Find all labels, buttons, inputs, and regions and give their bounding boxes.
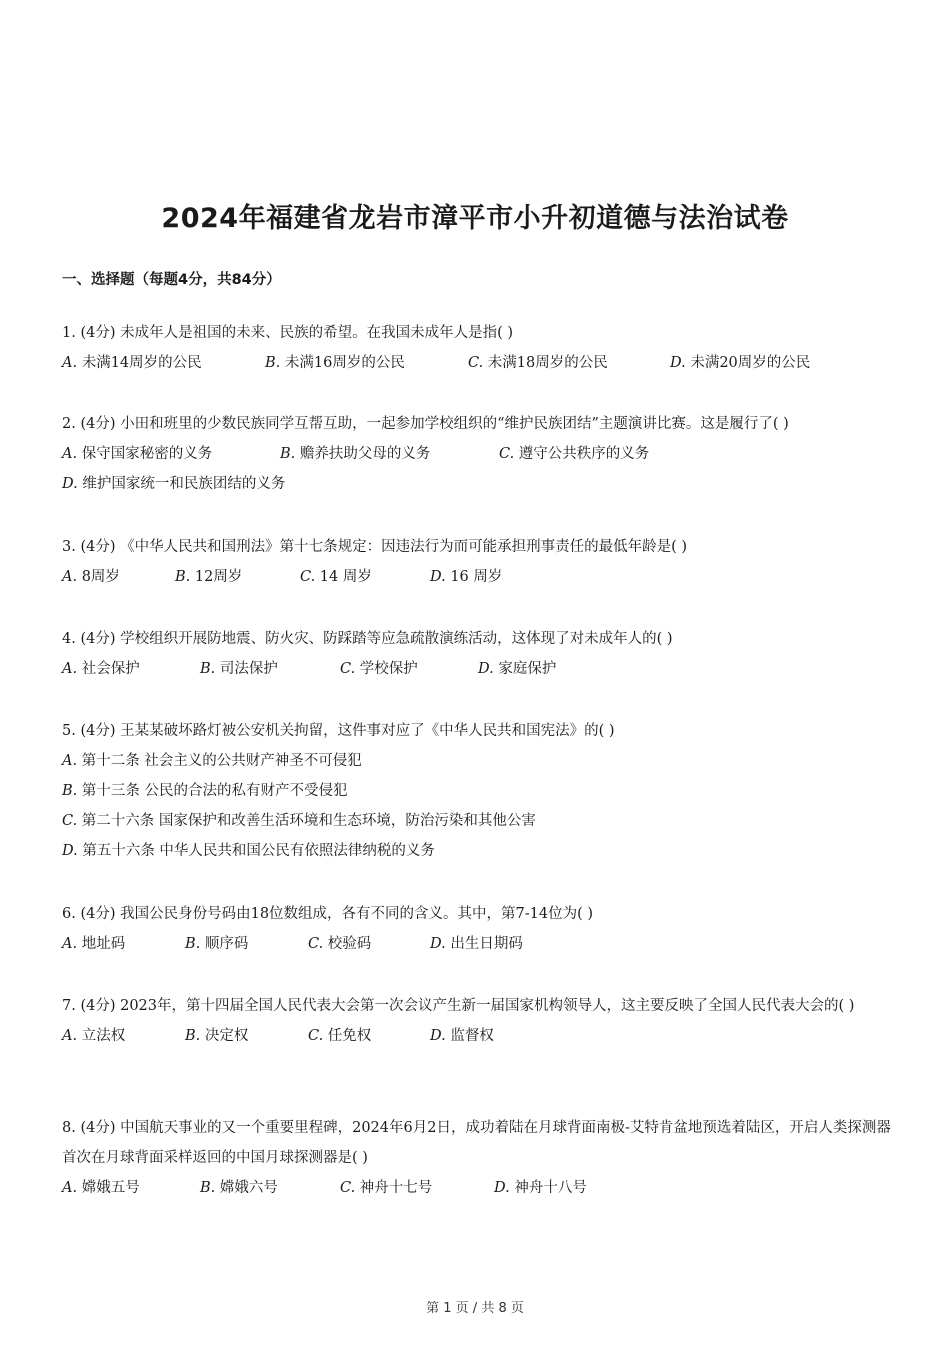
option-c: C. 神舟十七号 [340,1180,433,1196]
option-d: D. 神舟十八号 [494,1180,587,1196]
option-a: A. 嫦娥五号 [62,1180,140,1196]
question-7 [62,991,892,1051]
options [62,1173,892,1203]
options [62,654,892,684]
option-c: C. 任免权 [308,1028,372,1044]
option-d: D. 第五十六条 中华人民共和国公民有依照法律纳税的义务 [62,843,435,859]
option-c: C. 第二十六条 国家保护和改善生活环境和生态环境，防治污染和其他公害 [62,813,536,829]
question-4 [62,624,892,684]
question-8 [62,1113,892,1203]
option-c: C. 学校保护 [340,661,418,677]
question-stem: 5. (4分) 王某某破坏路灯被公安机关拘留，这件事对应了《中华人民共和国宪法》的( ) [62,723,615,739]
question-stem: 3. (4分) 《中华人民共和国刑法》第十七条规定：因违法行为而可能承担刑事责任的最低年龄是( ) [62,539,688,555]
question-3 [62,532,892,592]
options [62,348,892,378]
options [62,562,892,592]
option-a: A. 第十二条 社会主义的公共财产神圣不可侵犯 [62,753,362,769]
question-stem: 7. (4分) 2023年，第十四届全国人民代表大会第一次会议产生新一届国家机构领导人，这主要反映了全国人民代表大会的( ) [62,998,855,1014]
option-d: D. 16 周岁 [430,569,503,585]
question-1 [62,318,892,378]
option-b: B. 司法保护 [200,661,278,677]
option-b: B. 嫦娥六号 [200,1180,278,1196]
page-footer: 第 1 页 / 共 8 页 [426,1301,524,1316]
option-c: C. 未满18周岁的公民 [468,355,608,371]
option-a: A. 未满14周岁的公民 [62,355,202,371]
option-c: C. 校验码 [308,936,372,952]
option-d: D. 监督权 [430,1028,494,1044]
question-6 [62,899,892,959]
option-b: B. 决定权 [185,1028,249,1044]
exam-title: 2024年福建省龙岩市漳平市小升初道德与法治试卷 [161,203,789,234]
question-stem: 8. (4分) 中国航天事业的又一个重要里程碑，2024年6月2日，成功着陆在月球背面南极-艾特肯盆地预选着陆区，开启人类探测器首次在月球背面采样返回的中国月球探测器是( ) [62,1120,891,1166]
option-b: B. 赡养扶助父母的义务 [280,446,431,462]
option-a: A. 地址码 [62,936,126,952]
option-a: A. 立法权 [62,1028,126,1044]
option-d: D. 家庭保护 [478,661,557,677]
option-d: D. 维护国家统一和民族团结的义务 [62,476,286,492]
question-5 [62,716,892,866]
option-b: B. 顺序码 [185,936,249,952]
option-d: D. 未满20周岁的公民 [670,355,811,371]
question-stem: 2. (4分) 小田和班里的少数民族同学互帮互助，一起参加学校组织的“维护民族团结”主题演讲比赛。这是履行了( ) [62,416,789,432]
section-heading: 一、选择题（每题4分，共84分） [62,272,281,288]
option-a: A. 社会保护 [62,661,140,677]
question-stem: 1. (4分) 未成年人是祖国的未来、民族的希望。在我国未成年人是指( ) [62,325,514,341]
option-a: A. 8周岁 [62,569,120,585]
option-c: C. 遵守公共秩序的义务 [499,446,650,462]
question-stem: 4. (4分) 学校组织开展防地震、防火灾、防踩踏等应急疏散演练活动，这体现了对未成年人的( ) [62,631,673,647]
option-c: C. 14 周岁 [300,569,372,585]
option-a: A. 保守国家秘密的义务 [62,446,213,462]
question-2 [62,409,892,499]
options [62,439,892,469]
question-stem: 6. (4分) 我国公民身份号码由18位数组成，各有不同的含义。其中，第7-14位为( ) [62,906,594,922]
option-d: D. 出生日期码 [430,936,523,952]
option-b: B. 未满16周岁的公民 [265,355,405,371]
options [62,929,892,959]
option-b: B. 12周岁 [175,569,243,585]
option-b: B. 第十三条 公民的合法的私有财产不受侵犯 [62,783,348,799]
options [62,1021,892,1051]
